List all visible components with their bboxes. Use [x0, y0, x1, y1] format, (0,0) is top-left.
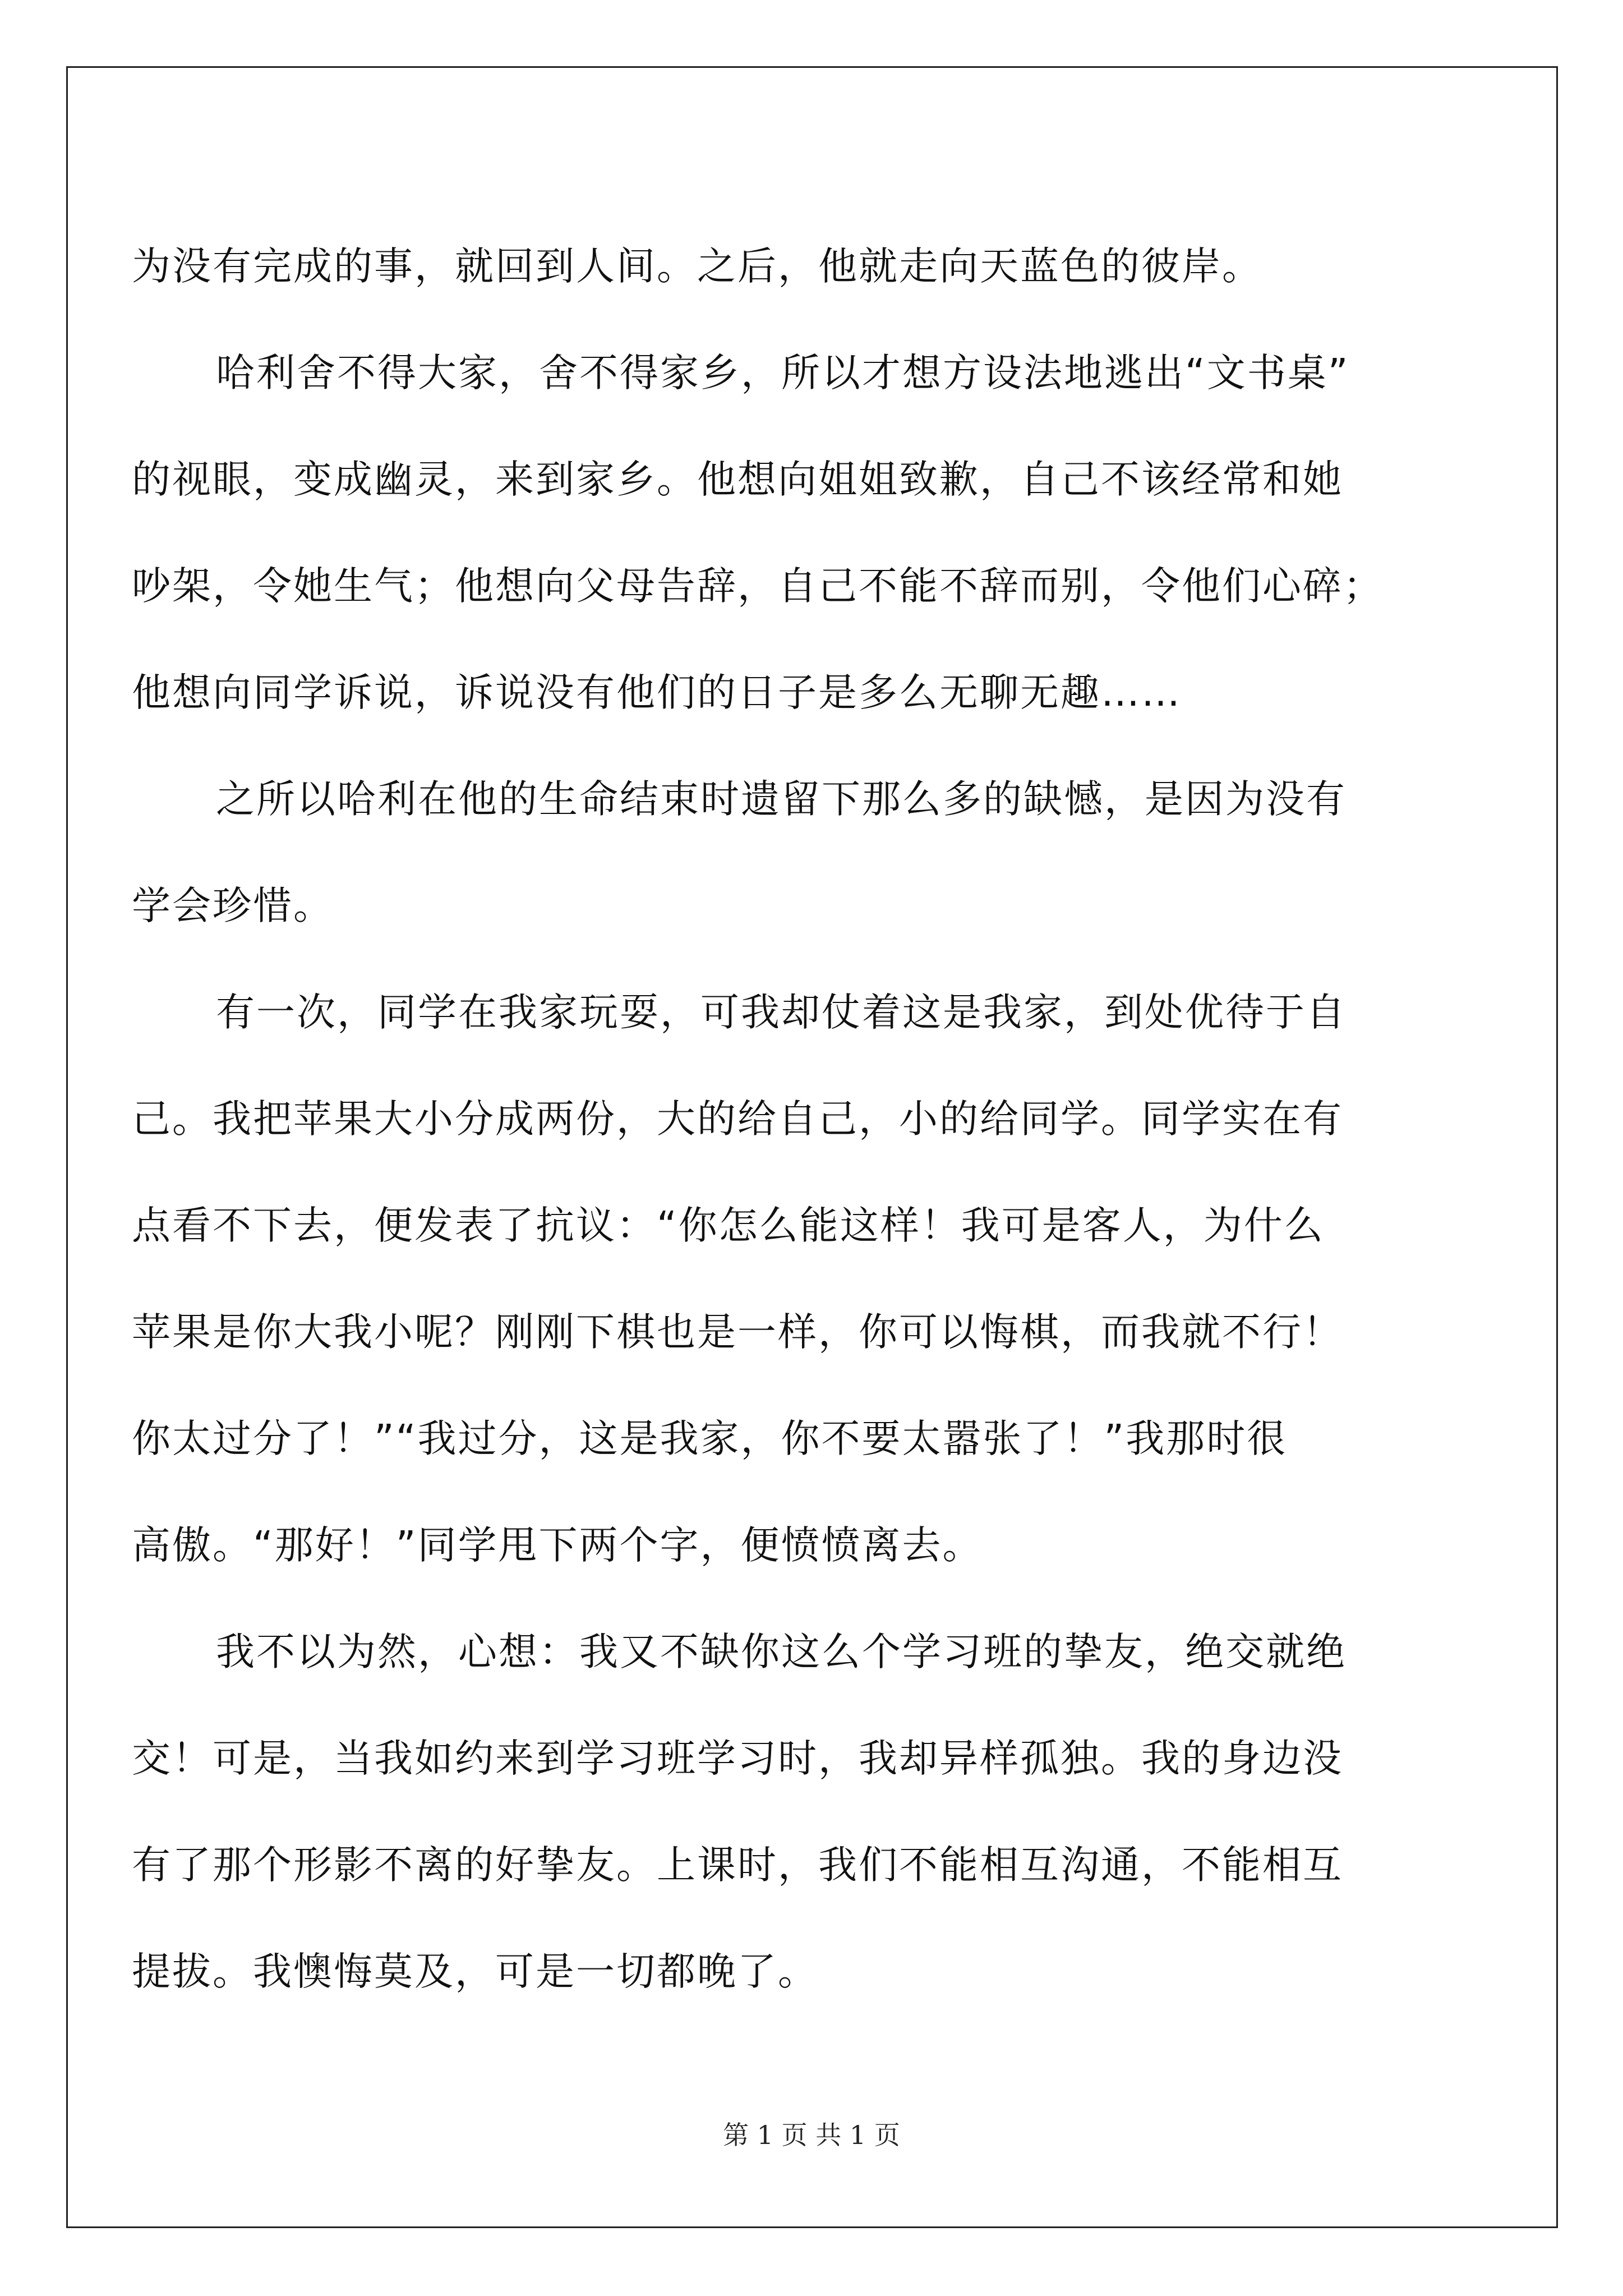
text-line: 有一次，同学在我家玩耍，可我却仗着这是我家，到处优待于自: [216, 990, 1347, 1035]
text-line: 提拔。我懊悔莫及，可是一切都晚了。: [132, 1949, 818, 1994]
page-number-footer: 第 1 页 共 1 页: [723, 2120, 900, 2150]
text-line: 哈利舍不得大家，舍不得家乡，所以才想方设法地逃出“文书桌”: [216, 351, 1350, 395]
text-line: 吵架，令她生气；他想向父母告辞，自己不能不辞而别，令他们心碎；: [132, 564, 1384, 609]
text-line: 为没有完成的事，就回到人间。之后，他就走向天蓝色的彼岸。: [132, 244, 1262, 289]
text-line: 交！可是，当我如约来到学习班学习时，我却异样孤独。我的身边没: [132, 1736, 1343, 1781]
text-line: 的视眼，变成幽灵，来到家乡。他想向姐姐致歉，自己不该经常和她: [132, 457, 1343, 502]
text-line: 己。我把苹果大小分成两份，大的给自己，小的给同学。同学实在有: [132, 1097, 1343, 1142]
text-line: 高傲。“那好！”同学甩下两个字，便愤愤离去。: [132, 1523, 983, 1568]
text-line: 之所以哈利在他的生命结束时遗留下那么多的缺憾，是因为没有: [216, 777, 1347, 822]
text-line: 学会珍惜。: [132, 884, 334, 928]
text-line: 点看不下去，便发表了抗议：“你怎么能这样！我可是客人，为什么: [132, 1203, 1325, 1248]
text-line: 苹果是你大我小呢？刚刚下棋也是一样，你可以悔棋，而我就不行！: [132, 1310, 1343, 1355]
text-line: 有了那个形影不离的好挚友。上课时，我们不能相互沟通，不能相互: [132, 1843, 1343, 1888]
text-line: 我不以为然，心想：我又不缺你这么个学习班的挚友，绝交就绝: [216, 1630, 1347, 1674]
document-body: [132, 213, 1492, 2025]
text-line: 他想向同学诉说，诉说没有他们的日子是多么无聊无趣……: [132, 670, 1182, 715]
text-line: 你太过分了！”“我过分，这是我家，你不要太嚣张了！”我那时很: [132, 1416, 1288, 1461]
